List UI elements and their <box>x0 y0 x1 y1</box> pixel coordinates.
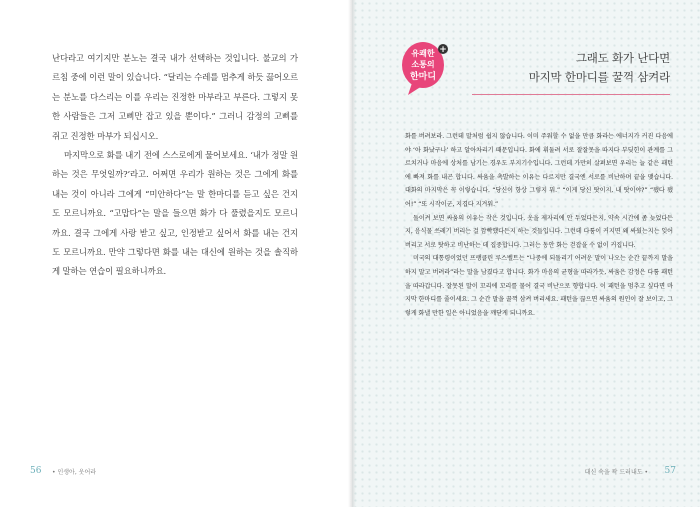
badge-line-2: 소통의 <box>411 60 435 69</box>
page-number-right: 57 <box>664 466 676 476</box>
right-paragraph-1: 화를 버려보라. 그런데 말처럼 쉽지 않습니다. 이미 주워할 수 없을 만큼 화라는 에너지가 커진 다음에야 ‘아 화났구나’ 하고 알아차리기 때문입니다. 화에 휘둘려 서로 잘잘못을 따지다 부딪힌이 관계를 그르치거나 마음에 상처를 남기는 경우도 부지기수입니다. 그런데 가만히 살펴보면 우리는 늘 같은 패턴에 빠져 화를 내곤 합니다. 싸움을 촉발하는 이유는 다르지만 결국엔 서로를 비난하며 끝을 맺습니다. 대화의 마지막은 꼭 이렇습니다. “당신이 항상 그렇지 뭐.” “이게 당신 탓이지, 내 탓이야?” “됐다 됐어!” “또 시작이군, 지겹다 지겨워.” <box>405 133 673 208</box>
title-line-1: 그래도 화가 난다면 <box>575 51 670 65</box>
left-paragraph-2: 마지막으로 화를 내기 전에 스스로에게 물어보세요. ‘내가 정말 원하는 것은 무엇일까?’라고. 어쩌면 우리가 원하는 것은 그에게 화를 내는 것이 아니라 그에게 “미안하다”는 말 한마디를 듣고 싶은 건지도 모르니까요. “고맙다”는 말을 들으면 화가 다 풀렸을지도 모르니까요. 결국 그에게 사랑 받고 싶고, 인정받고 싶어서 화를 내는 건지도 모르니까요. 만약 그렇다면 화를 내는 대신에 원하는 것을 솔직하게 말하는 연습이 필요하니까요. <box>52 150 298 277</box>
left-body-text <box>52 49 298 282</box>
right-paragraph-3: 미국의 대통령이었던 프랭클린 루스벨트는 “나중에 되돌리기 어려운 말이 나오는 순간 끝까지 말을 하지 말고 버려라”라는 말을 남겼다고 합니다. 화가 마음의 균형을 따라가듯, 싸움은 감정은 다툼 패턴을 따라갑니다. 잘못된 말이 꼬리에 꼬리를 물어 결국 비난으로 향합니다. 이 패턴을 멈추고 싶다면 마지막 한마디를 줄이세요. 그 순간 말을 꿀꺽 삼켜 버리세요. 패턴을 끊으면 싸움의 원인이 잘 보이고, 그렇게 화낼 만한 일은 아니었음을 깨닫게 되니까요. <box>405 255 673 317</box>
title-divider <box>472 94 670 95</box>
speech-bubble-badge-icon <box>400 39 450 97</box>
page-gutter <box>348 0 356 507</box>
title-line-2: 마지막 한마디를 꿀꺽 삼켜라 <box>528 70 670 84</box>
badge-line-1: 유쾌한 <box>411 49 435 58</box>
badge-plus: + <box>439 45 447 55</box>
running-head-right: 대신 속을 꽉 드러내도 • <box>584 469 648 476</box>
badge-line-3: 한마디 <box>409 72 437 82</box>
running-head-left: • 인생아, 웃어라 <box>52 469 97 476</box>
left-paragraph-1: 난다라고 여기지만 분노는 결국 내가 선택하는 것입니다. 불교의 가르침 중에 이런 말이 있습니다. “달리는 수레를 멈추게 하듯 끓어오르는 분노를 다스리는 이를 우리는 진정한 마부라고 부른다. 그렇지 못한 사람들은 그저 고삐만 잡고 있을 뿐이다.” 그러니 감정의 고삐를 쥐고 진정한 마부가 되십시오. <box>52 53 298 141</box>
section-title <box>470 49 670 87</box>
right-body-text <box>405 130 673 320</box>
page-number-left: 56 <box>30 466 42 476</box>
right-paragraph-2: 돌이켜 보면 싸움의 이유는 작은 것입니다. 옷을 제자리에 안 두었다든지, 약속 시간에 좀 늦었다든지, 음식물 쓰레기 버리는 걸 깜빡했다든지 하는 것들입니다. 그런데 다툼이 커지면 왜 싸웠는지는 잊어버리고 서로 탓하고 비난하는 데 집중합니다. 그러는 동안 화는 걷잡을 수 없이 커집니다. <box>405 214 673 249</box>
